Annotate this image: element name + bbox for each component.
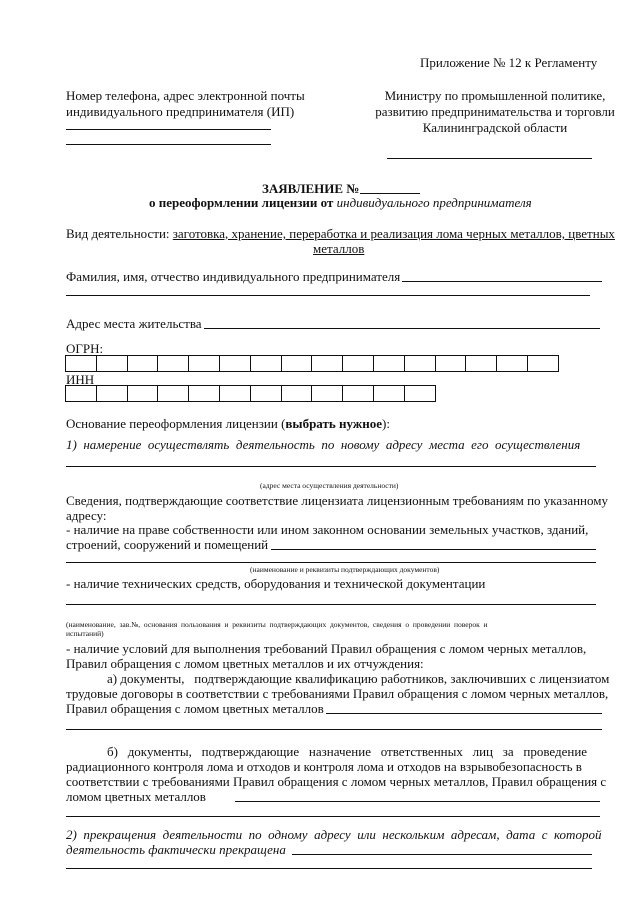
ogrn-cell[interactable] — [66, 355, 97, 372]
compliance-line2: адресу: — [66, 508, 107, 523]
subtitle-bold: о переоформлении лицензии от — [149, 195, 334, 210]
fio-line-1[interactable] — [402, 281, 602, 282]
application-number-line[interactable] — [360, 193, 420, 194]
ogrn-cell[interactable] — [97, 355, 128, 372]
activity-value-line1: заготовка, хранение, переработка и реализация лома черных металлов, цветных — [172, 226, 615, 241]
inn-cell[interactable] — [97, 385, 128, 402]
ogrn-cell[interactable] — [220, 355, 251, 372]
technical-means-label: - наличие технических средств, оборудования и технической документации — [66, 576, 486, 591]
condition-b-line3: соответствии с требованиями Правил обращения с ломом черных металлов, Правил обращения с — [66, 774, 607, 789]
termination-date-line-2[interactable] — [66, 868, 592, 869]
appendix-note: Приложение № 12 к Регламенту — [420, 55, 598, 70]
ogrn-cell[interactable] — [189, 355, 220, 372]
addressee-line1: Министру по промышленной политике, — [384, 88, 606, 103]
contact-line-1[interactable] — [66, 129, 271, 130]
ogrn-label: ОГРН: — [66, 341, 104, 356]
ogrn-cell[interactable] — [405, 355, 436, 372]
contact-label-line2: индивидуального предпринимателя (ИП) — [66, 104, 295, 119]
condition-a-line-1[interactable] — [326, 713, 602, 714]
inn-cell[interactable] — [189, 385, 220, 402]
technical-line[interactable] — [66, 604, 596, 605]
condition-b-line2: радиационного контроля лома и отходов и контроля лома и отходов на взрывобезопасность в — [66, 759, 582, 774]
addressee — [370, 88, 620, 136]
option-1-new-address: 1) намерение осуществлять деятельность по новому адресу места его осуществления — [66, 437, 581, 452]
condition-b-line1: б) документы, подтверждающие назначение ответственных лиц за проведение — [107, 744, 588, 759]
ogrn-cell[interactable] — [312, 355, 343, 372]
inn-label: ИНН — [66, 372, 95, 387]
activity-label: Вид деятельности: — [66, 226, 170, 241]
activity-value-line2: металлов — [313, 241, 365, 256]
ogrn-cell[interactable] — [436, 355, 467, 372]
inn-cell[interactable] — [158, 385, 189, 402]
contact-label-line1: Номер телефона, адрес электронной почты — [66, 88, 305, 103]
addressee-line3: Калининградской области — [422, 120, 568, 135]
activity-block — [66, 226, 616, 242]
document-title: ЗАЯВЛЕНИЕ № — [262, 181, 360, 196]
premises-line-1[interactable] — [271, 549, 596, 550]
subtitle-italic: индивидуального предпринимателя — [336, 195, 532, 210]
option-2-termination-line1: 2) прекращения деятельности по одному адресу или нескольким адресам, дата с которой — [66, 827, 602, 842]
address-caption: (адрес места осуществления деятельности) — [260, 481, 399, 490]
condition-a-line-2[interactable] — [66, 729, 602, 730]
basis-label-bold: выбрать нужное — [285, 416, 382, 431]
document-subtitle — [149, 195, 532, 211]
inn-cell[interactable] — [66, 385, 97, 402]
contact-line-2[interactable] — [66, 144, 271, 145]
residence-label: Адрес места жительства — [66, 316, 202, 331]
ogrn-cell[interactable] — [158, 355, 189, 372]
condition-a-line1: а) документы, подтверждающие квалификацию работников, заключивших с лицензиатом — [107, 671, 610, 686]
inn-cell[interactable] — [282, 385, 313, 402]
inn-cell[interactable] — [343, 385, 374, 402]
inn-cell[interactable] — [128, 385, 159, 402]
ogrn-cell[interactable] — [374, 355, 405, 372]
applicant-contact-label — [66, 88, 305, 120]
inn-cell[interactable] — [251, 385, 282, 402]
ogrn-cell[interactable] — [528, 355, 559, 372]
inn-cell[interactable] — [220, 385, 251, 402]
inn-cell[interactable] — [312, 385, 343, 402]
ogrn-cell[interactable] — [497, 355, 528, 372]
documents-caption: (наименование и реквизиты подтверждающих документов) — [250, 565, 440, 574]
ogrn-cell[interactable] — [466, 355, 497, 372]
option-2-termination-line2: деятельность фактически прекращена — [66, 842, 286, 857]
technical-caption-line2: испытаний) — [66, 629, 104, 638]
inn-grid[interactable] — [65, 385, 436, 402]
technical-caption-line1: (наименование, зав.№, основания пользования и реквизиты подтверждающих документов, сведения о проведении поверок и — [66, 620, 488, 629]
premises-line-2[interactable] — [66, 562, 596, 563]
addressee-line2: развитию предпринимательства и торговли — [375, 104, 615, 119]
conditions-line1: - наличие условий для выполнения требований Правил обращения с ломом черных металлов, — [66, 641, 587, 656]
fio-label: Фамилия, имя, отчество индивидуального предпринимателя — [66, 269, 401, 284]
inn-cell[interactable] — [405, 385, 436, 402]
ogrn-cell[interactable] — [128, 355, 159, 372]
ogrn-grid[interactable] — [65, 355, 559, 372]
conditions-line2: Правил обращения с ломом цветных металлов и их отчуждения: — [66, 656, 424, 671]
addressee-signature-line[interactable] — [387, 158, 592, 159]
ogrn-cell[interactable] — [251, 355, 282, 372]
basis-label — [66, 416, 390, 432]
basis-label-end: ): — [382, 416, 390, 431]
condition-b-line4: ломом цветных металлов — [66, 789, 206, 804]
ogrn-cell[interactable] — [343, 355, 374, 372]
new-address-line[interactable] — [66, 466, 596, 467]
termination-date-line-1[interactable] — [292, 854, 592, 855]
condition-a-line3: Правил обращения с ломом цветных металлов — [66, 701, 324, 716]
compliance-line3: - наличие на праве собственности или ином законном основании земельных участков, зданий, — [66, 522, 589, 537]
residence-line[interactable] — [204, 328, 600, 329]
condition-b-line-1[interactable] — [235, 801, 600, 802]
ogrn-cell[interactable] — [282, 355, 313, 372]
inn-cell[interactable] — [374, 385, 405, 402]
condition-a-line2: трудовые договоры в соответствии с требованиями Правил обращения с ломом черных металлов, — [66, 686, 609, 701]
basis-label-start: Основание переоформления лицензии ( — [66, 416, 286, 431]
compliance-line4: строений, сооружений и помещений — [66, 537, 269, 552]
compliance-line1: Сведения, подтверждающие соответствие лицензиата лицензионным требованиям по указанному — [66, 493, 608, 508]
fio-line-2[interactable] — [66, 295, 590, 296]
condition-b-line-2[interactable] — [66, 816, 600, 817]
